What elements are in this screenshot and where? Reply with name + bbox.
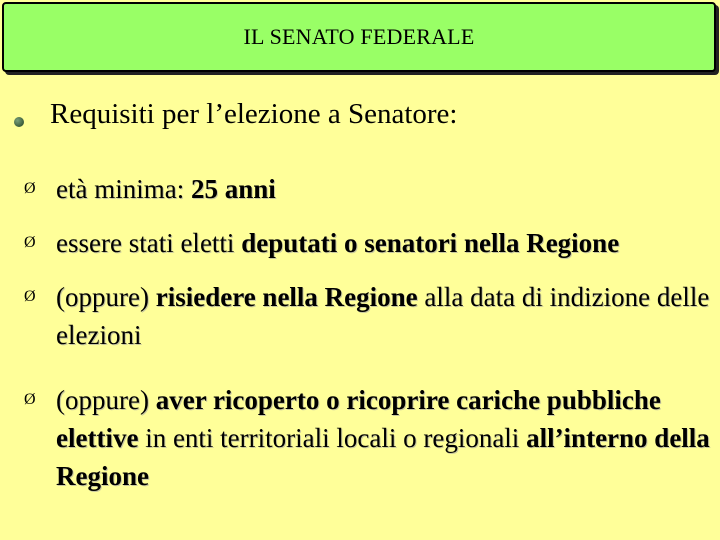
requirements-list — [24, 170, 714, 495]
heading-row — [14, 98, 457, 131]
arrow-bullet-icon: Ø — [24, 391, 36, 408]
list-item — [24, 278, 714, 354]
bullet-dot-icon — [14, 117, 24, 127]
heading: Requisiti per l’elezione a Senatore: — [50, 98, 458, 130]
item-text: (oppure) risiedere nella Regione alla data di indizione delle elezioni — [56, 282, 710, 350]
arrow-bullet-icon: Ø — [24, 180, 36, 197]
arrow-bullet-icon: Ø — [24, 234, 36, 251]
item-text: (oppure) aver ricoperto o ricoprire cariche pubbliche elettive in enti territoriali locali o regionali all’interno della Regione — [56, 385, 710, 491]
item-text: età minima: 25 anni — [56, 174, 276, 204]
list-item — [24, 224, 714, 262]
arrow-bullet-icon: Ø — [24, 288, 36, 305]
item-text: essere stati eletti deputati o senatori nella Regione — [56, 228, 620, 258]
title-box — [2, 2, 716, 72]
slide-title: IL SENATO FEDERALE — [243, 24, 475, 49]
list-item — [24, 170, 714, 208]
list-item — [24, 381, 714, 495]
